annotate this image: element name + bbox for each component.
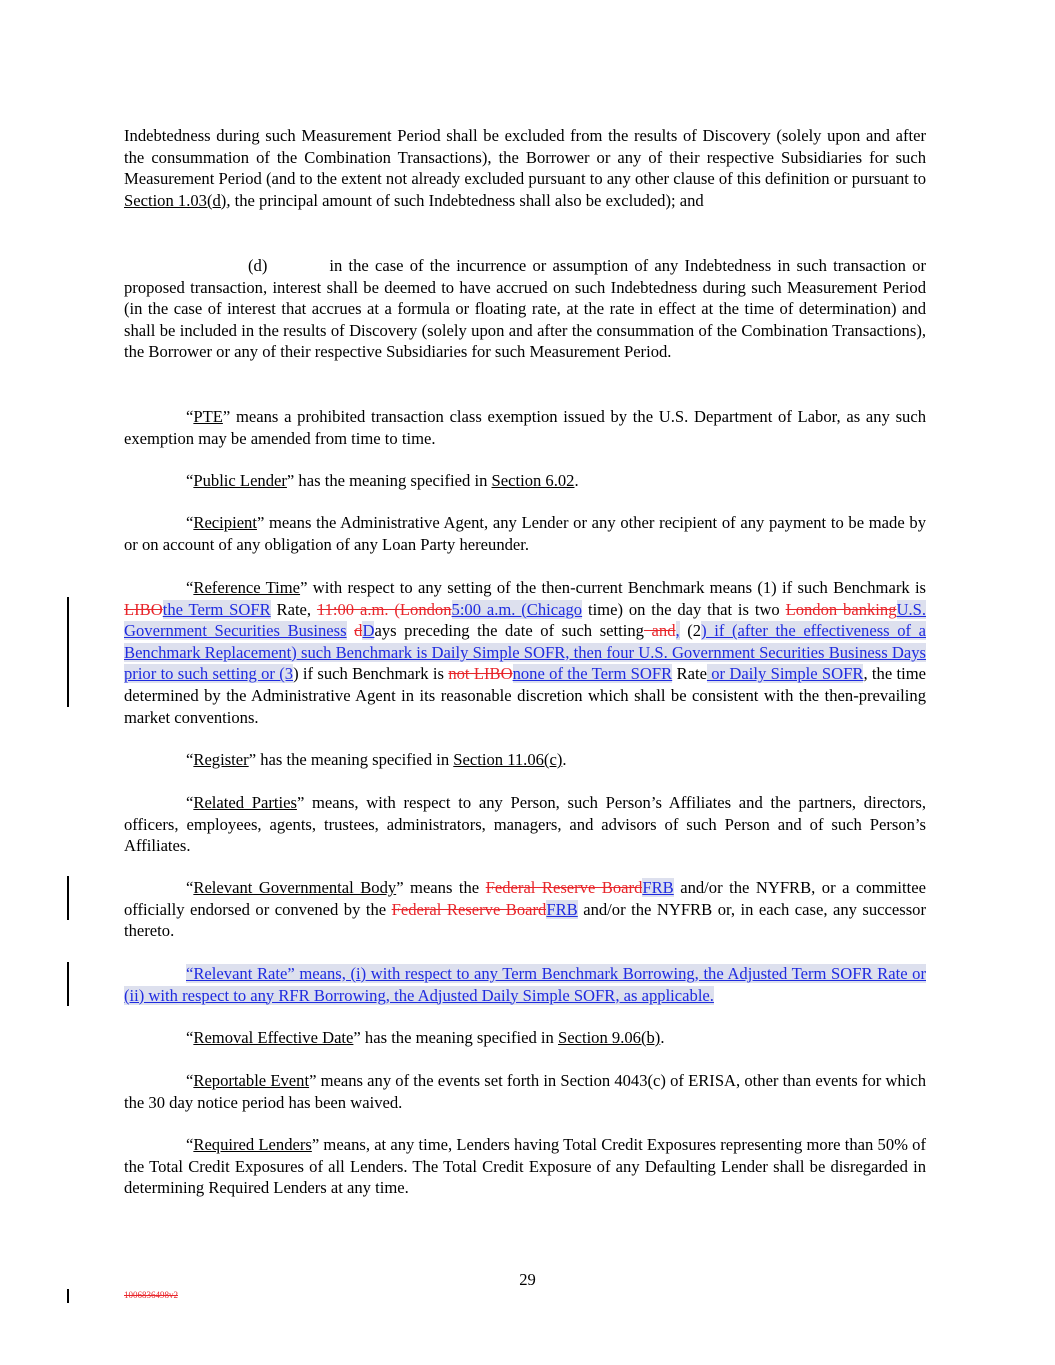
deleted-text: LIBO <box>124 599 163 619</box>
deleted-text: Federal Reserve Board <box>485 878 643 897</box>
inserted-text: FRB <box>642 878 674 897</box>
change-bar <box>67 597 69 707</box>
defined-term: Reportable Event <box>193 1071 310 1090</box>
inserted-text: “Relevant Rate” means, (i) with respect to any Term Benchmark Borrowing, the Adjusted Term SOFR Rate or (ii) with respect to any RFR Borrowing, the Adjusted Daily Simple SOFR, as applicable. <box>124 964 926 1005</box>
section-reference: Section 6.02 <box>491 471 575 490</box>
definition-reportable-event: “Reportable Event” means any of the events set forth in Section 4043(c) of ERISA, other than events for which the 30 day notice period has been waived. <box>124 1071 927 1112</box>
page-number: 29 <box>519 1270 536 1289</box>
inserted-text: 5:00 a.m. (Chicago <box>451 599 583 619</box>
inserted-text: the Term SOFR <box>162 599 271 619</box>
clause-label: (d) <box>248 256 268 275</box>
definition-required-lenders: “Required Lenders” means, at any time, Lenders having Total Credit Exposures representing more than 50% of the Total Credit Exposures of all Lenders. The Total Credit Exposure of any Defaulting Lender shall be disregarded in determining Required Lenders at any time. <box>124 1135 926 1198</box>
deleted-text: London banking <box>785 599 897 619</box>
inserted-text: U.S. Government Securities Business <box>124 599 927 641</box>
definition-relevant-governmental-body: “Relevant Governmental Body” means the Federal Reserve BoardFRB and/or the NYFRB, or a committee officially endorsed or convened by the Federal Reserve BoardFRB and/or the NYFRB or, in each case, any successor thereto. <box>124 878 926 941</box>
defined-term: Public Lender <box>193 471 287 490</box>
inserted-text: ) if (after the effectiveness of a Benchmark Replacement) such Benchmark is Daily Simple SOFR, then four U.S. Government Securities Business Days prior to such setting or (3 <box>124 621 926 684</box>
inserted-text: D <box>362 621 375 641</box>
definition-reference-time: “Reference Time” with respect to any setting of the then-current Benchmark means (1) if such Benchmark is LIBOthe Term SOFR Rate, 11:00 a.m. (London5:00 a.m. (Chicago time) on the day that is two London bankingU.S. Government Securities Business dDays preceding the date of such setting and, (2) if (after the effectiveness of a Benchmark Replacement) such Benchmark is Daily Simple SOFR, then four U.S. Government Securities Business Days prior to such setting or (3) if such Benchmark is not LIBOnone of the Term SOFR Rate or Daily Simple SOFR, the time determined by the Administrative Agent in its reasonable discretion which shall be consistent with the then-prevailing market conventions. <box>124 578 927 727</box>
inserted-text: FRB <box>546 899 578 919</box>
deleted-text: 11:00 a.m. (London <box>316 599 452 619</box>
change-bar <box>67 962 69 1006</box>
deleted-text: Federal Reserve Board <box>391 899 547 919</box>
definition-public-lender: “Public Lender” has the meaning specified in Section 6.02. <box>186 471 579 490</box>
paragraph-indebtedness-continued: Indebtedness during such Measurement Period shall be excluded from the results of Discovery (solely upon and after the consummation of the Combination Transactions), the Borrower or any of their respective Subsidiaries for such Measurement Period (and to the extent not already excluded pursuant to any other clause of this definition or pursuant to Section 1.03(d), the principal amount of such Indebtedness shall also be excluded); and <box>124 126 926 210</box>
definition-recipient: “Recipient” means the Administrative Agent, any Lender or any other recipient of any payment to be made by or on account of any obligation of any Loan Party hereunder. <box>124 513 926 554</box>
definition-register: “Register” has the meaning specified in Section 11.06(c). <box>186 750 567 769</box>
inserted-text: , <box>675 621 680 641</box>
inserted-text: or Daily Simple SOFR <box>706 664 864 684</box>
deleted-text: and <box>643 621 676 641</box>
deleted-text: d <box>354 621 363 641</box>
section-reference: Section 1.03(d) <box>124 190 227 210</box>
document-id: 1006836498v2 <box>124 1290 178 1300</box>
defined-term: Recipient <box>193 513 257 532</box>
definition-removal-effective-date: “Removal Effective Date” has the meaning specified in Section 9.06(b). <box>186 1028 665 1047</box>
defined-term: Relevant Governmental Body <box>193 878 397 897</box>
definition-pte: “PTE” means a prohibited transaction class exemption issued by the U.S. Department of Labor, as any such exemption may be amended from time to time. <box>124 407 926 448</box>
defined-term: Removal Effective Date <box>193 1028 354 1047</box>
inserted-text: none of the Term SOFR <box>512 664 673 684</box>
paragraph-clause-d: (d) in the case of the incurrence or assumption of any Indebtedness in such transaction or proposed transaction, interest shall be deemed to have accrued on such Indebtedness during such Measurement Period (in the case of interest that accrues at a formula or floating rate, at the rate in effect at the time of determination) and shall be included in the results of Discovery (solely upon and after the consummation of the Combination Transactions), the Borrower or any of their respective Subsidiaries for such Measurement Period. <box>124 256 926 362</box>
defined-term: Required Lenders <box>193 1135 312 1154</box>
defined-term: Register <box>193 750 249 769</box>
change-bar <box>67 876 69 920</box>
section-reference: Section 9.06(b) <box>558 1028 661 1047</box>
change-bar <box>67 1289 69 1303</box>
deleted-text: not LIBO <box>448 664 513 684</box>
defined-term: Reference Time <box>193 578 301 597</box>
definition-relevant-rate <box>124 963 926 1006</box>
defined-term: PTE <box>193 407 223 426</box>
defined-term: Related Parties <box>193 793 297 812</box>
definition-related-parties: “Related Parties” means, with respect to any Person, such Person’s Affiliates and the partners, directors, officers, employees, agents, trustees, administrators, managers, and advisors of such Person and of such Person’s Affiliates. <box>124 793 926 856</box>
section-reference: Section 11.06(c) <box>453 750 563 769</box>
